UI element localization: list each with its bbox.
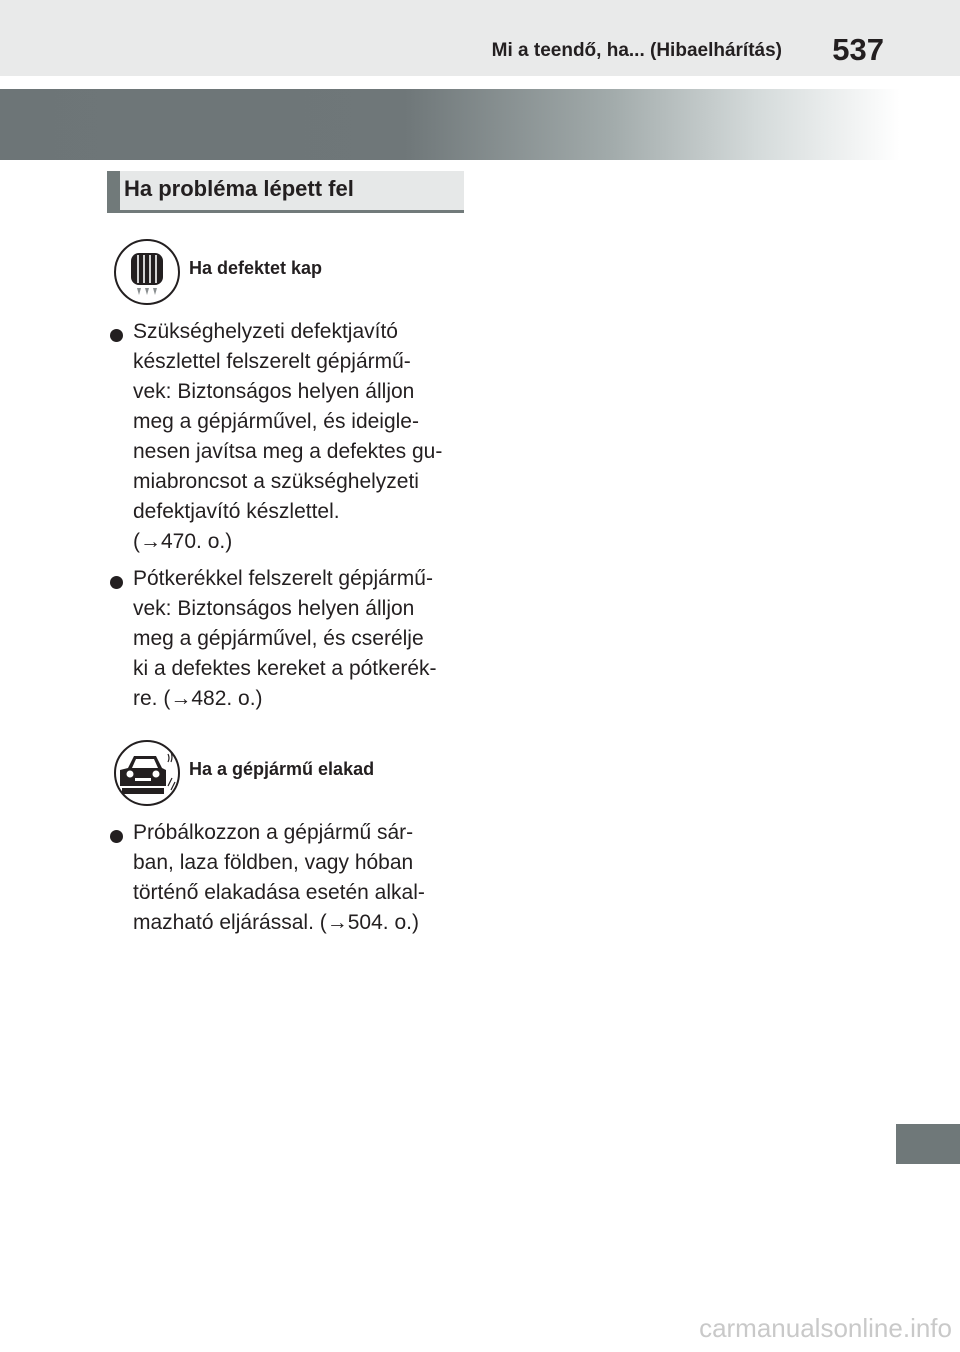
- bullet-line: meg a gépjárművel, és ideigle-: [133, 410, 419, 433]
- bullet-line: Próbálkozzon a gépjármű sár-: [133, 821, 414, 844]
- page-reference: (→470. o.): [133, 530, 233, 553]
- section-heading-accent: [107, 171, 120, 210]
- subsection-title-stuck-vehicle: Ha a gépjármű elakad: [189, 759, 375, 779]
- bullet-icon: [110, 329, 123, 342]
- bullet-line: Pótkerékkel felszerelt gépjármű-: [133, 567, 433, 590]
- page-number: 537: [832, 32, 884, 67]
- page-reference: mazható eljárással. (→504. o.): [133, 911, 419, 934]
- stuck-vehicle-icon: [114, 740, 180, 806]
- bullet-line: defektjavító készlettel.: [133, 500, 340, 523]
- bullet-line: történő elakadása esetén alkal-: [133, 881, 425, 904]
- bullet-line: ki a defektes kereket a pótkerék-: [133, 657, 437, 680]
- bullet-line: meg a gépjárművel, és cserélje: [133, 627, 424, 650]
- chapter-title: Mi a teendő, ha... (Hibaelhárítás): [491, 40, 782, 61]
- bullet-line: miabroncsot a szükséghelyzeti: [133, 470, 419, 493]
- bullet-line: Szükséghelyzeti defektjavító: [133, 320, 398, 343]
- page-header: [0, 0, 960, 76]
- bullet-line: vek: Biztonságos helyen álljon: [133, 597, 415, 620]
- bullet-line: készlettel felszerelt gépjármű-: [133, 350, 411, 373]
- bullet-line: ban, laza földben, vagy hóban: [133, 851, 414, 874]
- list-item: [108, 818, 468, 938]
- chapter-side-tab: [896, 1124, 960, 1164]
- list-item: [108, 564, 468, 714]
- section-heading: [107, 171, 464, 213]
- flat-tire-icon: [114, 239, 180, 305]
- bullet-line: nesen javítsa meg a defektes gu-: [133, 440, 443, 463]
- subsection-title-flat-tire: Ha defektet kap: [189, 258, 323, 278]
- bullet-icon: [110, 830, 123, 843]
- bullet-line: vek: Biztonságos helyen álljon: [133, 380, 415, 403]
- section-heading-text: Ha probléma lépett fel: [124, 176, 354, 201]
- list-item: [108, 317, 468, 557]
- bullet-icon: [110, 576, 123, 589]
- page-reference: re. (→482. o.): [133, 687, 263, 710]
- watermark: carmanualsonline.info: [699, 1313, 952, 1343]
- decorative-gradient-bar: [0, 89, 900, 160]
